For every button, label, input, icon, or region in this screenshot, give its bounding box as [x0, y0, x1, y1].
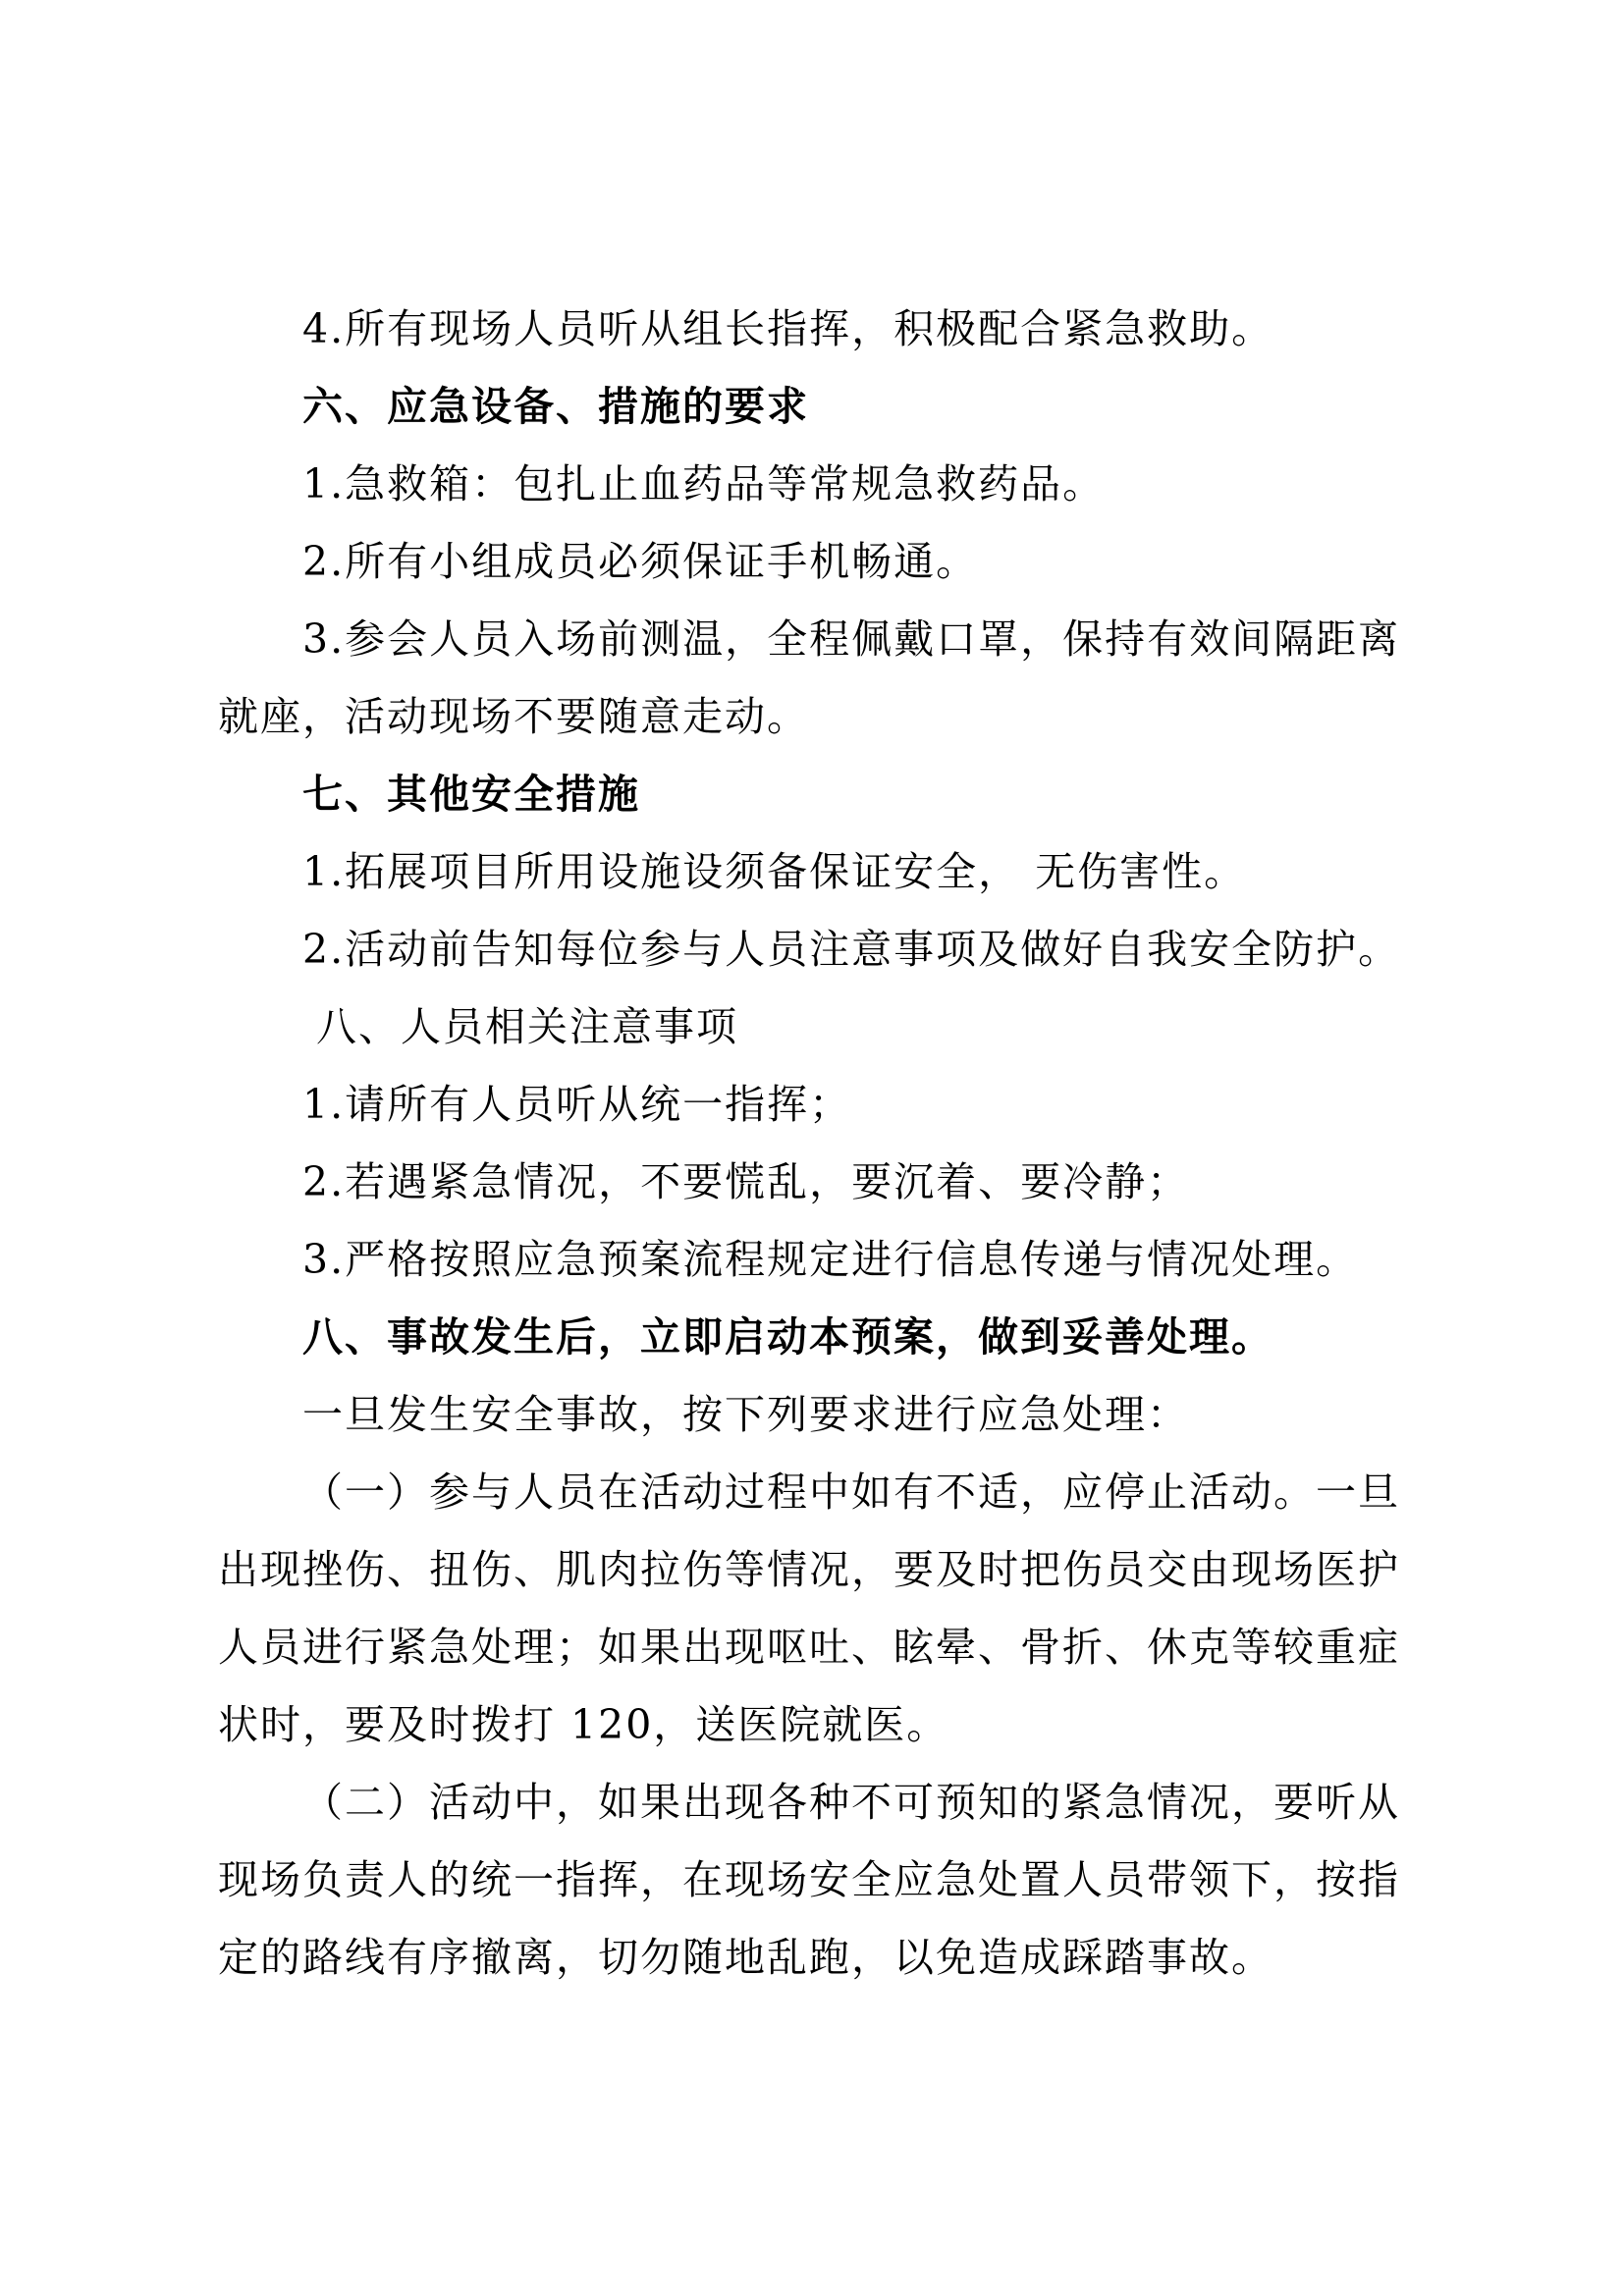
paragraph-item-2: 2.若遇紧急情况，不要慌乱，要沉着、要冷静；: [302, 1158, 1190, 1205]
paragraph-continuation: 就座，活动现场不要随意走动。: [218, 693, 809, 740]
section-heading-8: 八、人员相关注意事项: [316, 1003, 738, 1050]
paragraph-continuation: 状时，要及时拨打 120，送医院就医。: [218, 1701, 949, 1748]
paragraph-item-2: 2.活动前告知每位参与人员注意事项及做好自我安全防护。: [302, 926, 1401, 973]
document-body: [218, 291, 1435, 1997]
section-heading-6: 六、应急设备、措施的要求: [302, 383, 809, 430]
paragraph-item-two: （二）活动中，如果出现各种不可预知的紧急情况，要听从: [302, 1779, 1400, 1826]
paragraph-item-1: 1.拓展项目所用设施设须备保证安全， 无伤害性。: [302, 848, 1247, 895]
paragraph-item-4: 4.所有现场人员听从组长指挥，积极配合紧急救助。: [302, 305, 1274, 352]
paragraph-item-3: 3.严格按照应急预案流程规定进行信息传递与情况处理。: [302, 1236, 1359, 1283]
paragraph-continuation: 定的路线有序撤离，切勿随地乱跑，以免造成踩踏事故。: [218, 1934, 1273, 1981]
paragraph-continuation: 出现挫伤、扭伤、肌肉拉伤等情况，要及时把伤员交由现场医护: [218, 1546, 1400, 1593]
paragraph-item-3: 3.参会人员入场前测温，全程佩戴口罩，保持有效间隔距离: [302, 615, 1401, 663]
paragraph-continuation: 现场负责人的统一指挥，在现场安全应急处置人员带领下，按指: [218, 1856, 1400, 1903]
paragraph-item-one: （一）参与人员在活动过程中如有不适，应停止活动。一旦: [302, 1468, 1400, 1516]
paragraph-continuation: 人员进行紧急处理；如果出现呕吐、眩晕、骨折、休克等较重症: [218, 1624, 1400, 1671]
paragraph-item-1: 1.急救箱：包扎止血药品等常规急救药品。: [302, 460, 1106, 507]
paragraph-item-2: 2.所有小组成员必须保证手机畅通。: [302, 538, 979, 585]
paragraph-intro: 一旦发生安全事故，按下列要求进行应急处理：: [302, 1391, 1189, 1438]
section-heading-7: 七、其他安全措施: [302, 771, 640, 818]
paragraph-item-1: 1.请所有人员听从统一指挥；: [302, 1081, 852, 1128]
section-heading-8-accident: 八、事故发生后，立即启动本预案，做到妥善处理。: [302, 1313, 1273, 1361]
